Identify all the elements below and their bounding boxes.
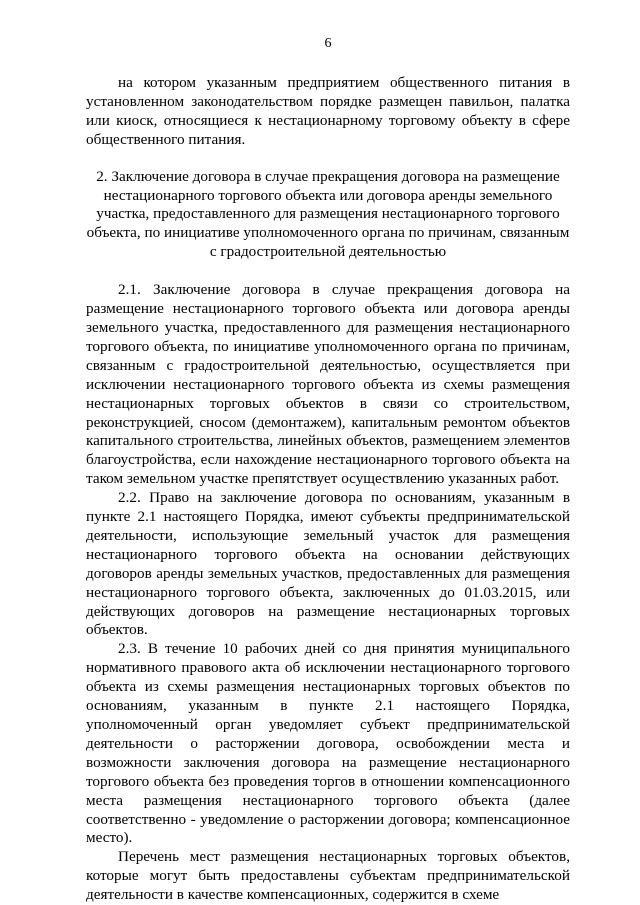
paragraph-2-1: 2.1. Заключение договора в случае прекращения договора на размещение нестационарного торгового объекта или договора аренды земельного участка, предоставленного для размещения нестационарного торгового объекта, по инициативе уполномоченного органа по причинам, связанным с градостроительной деятельностью, осуществляется при исключении нестационарного торгового объекта из схемы размещения нестационарных торговых объектов в связи со строительством, реконструкцией, сносом (демонтажем), капитальным ремонтом объектов капитального строительства, линейных объектов, размещением элементов благоустройства, если нахождение нестационарного торгового объекта на таком земельном участке препятствует осуществлению указанных работ. [86,281,570,488]
paragraph-compensation-list: Перечень мест размещения нестационарных торговых объектов, которые могут быть предоставлены субъектам предпринимательской деятельности в качестве компенсационных, содержится в схеме [86,848,570,904]
section-heading: 2. Заключение договора в случае прекращения договора на размещение нестационарного торгового объекта или договора аренды земельного участка, предоставленного для размещения нестационарного торгового объекта, по инициативе уполномоченного органа по причинам, связанным с градостроительной деятельностью [86,167,570,261]
paragraph-2-3: 2.3. В течение 10 рабочих дней со дня принятия муниципального нормативного правового акта об исключении нестационарного торгового объекта из схемы размещения нестационарных торговых объектов по основаниям, указанным в пункте 2.1 настоящего Порядка, уполномоченный орган уведомляет субъект предпринимательской деятельности о расторжении договора, освобождении места и возможности заключения договора на размещение нестационарного торгового объекта без проведения торгов в отношении компенсационного места размещения нестационарного торгового объекта (далее соответственно - уведомление о расторжении договора; компенсационное место). [86,640,570,847]
page-number: 6 [324,36,332,51]
intro-paragraph: на котором указанным предприятием общественного питания в установленном законодательством порядке размещен павильон, палатка или киоск, относящиеся к нестационарному торговому объекту в сфере общественного питания. [86,74,570,148]
paragraph-2-2: 2.2. Право на заключение договора по основаниям, указанным в пункте 2.1 настоящего Порядка, имеют субъекты предпринимательской деятельности, использующие земельный участок для размещения нестационарного торгового объекта на основании действующих договоров аренды земельных участков, предоставленных для размещения нестационарного торгового объекта, заключенных до 01.03.2015, или действующих договоров на размещение нестационарных торговых объектов. [86,489,570,639]
